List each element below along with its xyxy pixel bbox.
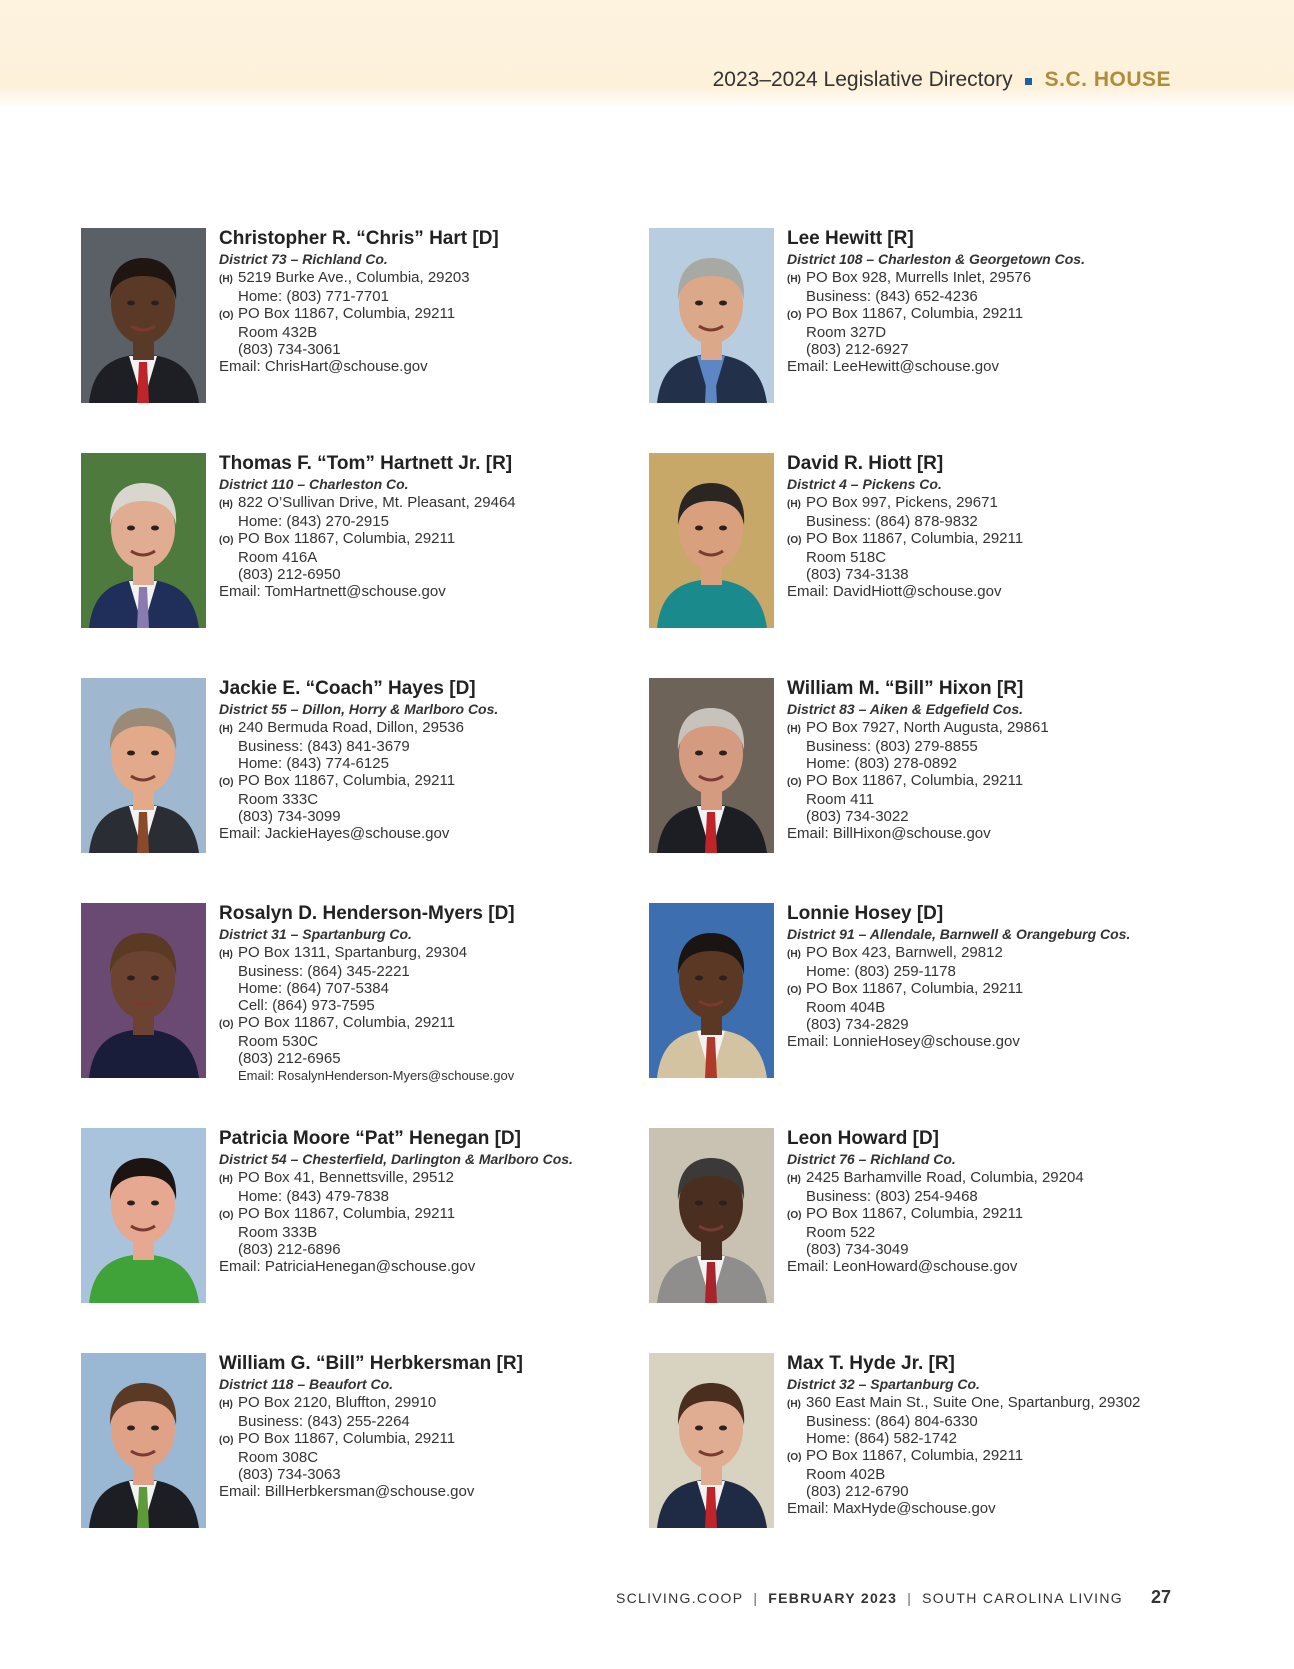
legislator-name: William M. “Bill” Hixon [R] (787, 678, 1024, 699)
address-line (787, 980, 1227, 999)
legislator-entry (649, 453, 1209, 633)
legislator-info (219, 228, 659, 375)
directory-title: 2023–2024 Legislative Directory (712, 68, 1013, 91)
line-text: Room 411 (806, 791, 875, 808)
contact-line (787, 513, 1227, 530)
legislator-name: Patricia Moore “Pat” Henegan [D] (219, 1128, 521, 1149)
legislator-info (219, 678, 659, 842)
email-link[interactable]: Email: DavidHiott@schouse.gov (787, 583, 1002, 600)
legislator-name: Christopher R. “Chris” Hart [D] (219, 228, 499, 249)
portrait-image (81, 903, 206, 1078)
contact-line (219, 341, 659, 358)
contact-line (787, 1241, 1227, 1258)
email-link[interactable]: Email: MaxHyde@schouse.gov (787, 1500, 996, 1517)
line-text: (803) 734-2829 (806, 1016, 909, 1033)
address-line (787, 305, 1227, 324)
address-type-tag: (O) (787, 535, 802, 546)
line-text: Room 333C (238, 791, 319, 808)
email-link[interactable]: Email: LeonHoward@schouse.gov (787, 1258, 1018, 1275)
legislator-district: District 31 – Spartanburg Co. (219, 926, 412, 942)
portrait-image (81, 1128, 206, 1303)
contact-line (219, 566, 659, 583)
line-text: (803) 734-3022 (806, 808, 909, 825)
legislator-photo (81, 903, 206, 1078)
legislator-entry (649, 678, 1209, 858)
legislator-entry (81, 1128, 641, 1308)
line-text: PO Box 423, Barnwell, 29812 (806, 944, 1003, 961)
legislator-entry (649, 228, 1209, 408)
address-type-tag: (O) (219, 1019, 234, 1030)
legislator-info (219, 1128, 659, 1275)
legislator-district: District 32 – Spartanburg Co. (787, 1376, 980, 1392)
legislator-name: Max T. Hyde Jr. [R] (787, 1353, 955, 1374)
address-type-tag: (H) (219, 274, 233, 285)
line-text: Business: (843) 841-3679 (238, 738, 410, 755)
email-link[interactable]: Email: JackieHayes@schouse.gov (219, 825, 450, 842)
portrait-image (649, 1353, 774, 1528)
page-number: 27 (1150, 1587, 1171, 1607)
footer-site[interactable]: SCLIVING.COOP (615, 1590, 744, 1606)
line-text: 360 East Main St., Suite One, Spartanburg, 29302 (806, 1394, 1141, 1411)
contact-line (787, 1016, 1227, 1033)
line-text: (803) 212-6896 (238, 1241, 341, 1258)
legislator-photo (649, 1353, 774, 1528)
line-text: Room 518C (806, 549, 887, 566)
footer-separator: | (753, 1590, 759, 1606)
address-type-tag: (O) (787, 310, 802, 321)
address-line (787, 530, 1227, 549)
address-type-tag: (H) (787, 499, 801, 510)
line-text: PO Box 11867, Columbia, 29211 (238, 1205, 456, 1222)
line-text: (803) 212-6927 (806, 341, 909, 358)
page-footer (616, 1587, 1171, 1608)
email-link[interactable]: Email: RosalynHenderson-Myers@schouse.gov (238, 1068, 515, 1083)
legislator-info (787, 1353, 1227, 1517)
legislator-name: Lonnie Hosey [D] (787, 903, 944, 924)
line-text: Business: (864) 878-9832 (806, 513, 978, 530)
line-text: PO Box 997, Pickens, 29671 (806, 494, 998, 511)
legislator-district: District 54 – Chesterfield, Darlington & Marlboro Cos. (219, 1151, 573, 1167)
line-text: Business: (803) 279-8855 (806, 738, 978, 755)
legislator-entry (649, 1128, 1209, 1308)
address-type-tag: (O) (219, 310, 234, 321)
legislator-info (787, 1128, 1227, 1275)
line-text: PO Box 928, Murrells Inlet, 29576 (806, 269, 1032, 286)
line-text: PO Box 2120, Bluffton, 29910 (238, 1394, 437, 1411)
address-line (219, 269, 659, 288)
legislator-district: District 4 – Pickens Co. (787, 476, 942, 492)
line-text: Business: (843) 652-4236 (806, 288, 978, 305)
legislator-district: District 55 – Dillon, Horry & Marlboro Cos. (219, 701, 499, 717)
address-line (787, 269, 1227, 288)
line-text: PO Box 11867, Columbia, 29211 (238, 1430, 456, 1447)
footer-issue: FEBRUARY 2023 (768, 1590, 898, 1606)
line-text: (803) 734-3099 (238, 808, 341, 825)
email-link[interactable]: Email: LeeHewitt@schouse.gov (787, 358, 999, 375)
legislator-district: District 110 – Charleston Co. (219, 476, 409, 492)
contact-line (787, 1413, 1227, 1430)
portrait-image (81, 678, 206, 853)
address-line (219, 494, 659, 513)
address-line (219, 944, 659, 963)
email-link[interactable]: Email: ChrisHart@schouse.gov (219, 358, 428, 375)
square-bullet-icon (1025, 78, 1032, 85)
contact-line (787, 963, 1227, 980)
address-type-tag: (H) (219, 949, 233, 960)
portrait-image (649, 228, 774, 403)
line-text: (803) 212-6790 (806, 1483, 909, 1500)
portrait-image (649, 903, 774, 1078)
line-text: Room 416A (238, 549, 318, 566)
address-type-tag: (H) (219, 499, 233, 510)
address-line (787, 1447, 1227, 1466)
portrait-image (81, 228, 206, 403)
contact-line (787, 324, 1227, 341)
address-type-tag: (O) (219, 777, 234, 788)
legislator-entry (81, 1353, 641, 1533)
contact-line (219, 1413, 659, 1430)
legislator-info (787, 228, 1227, 375)
line-text: Room 530C (238, 1033, 319, 1050)
legislator-info (219, 453, 659, 600)
line-text: Home: (803) 771-7701 (238, 288, 389, 305)
legislator-photo (649, 1128, 774, 1303)
line-text: 5219 Burke Ave., Columbia, 29203 (238, 269, 470, 286)
line-text: Home: (843) 270-2915 (238, 513, 389, 530)
email-link[interactable]: Email: LonnieHosey@schouse.gov (787, 1033, 1020, 1050)
page-header (713, 68, 1171, 92)
address-line (219, 1430, 659, 1449)
contact-line (219, 1033, 659, 1050)
line-text: (803) 734-3061 (238, 341, 341, 358)
legislator-name: Thomas F. “Tom” Hartnett Jr. [R] (219, 453, 513, 474)
contact-line (787, 288, 1227, 305)
legislator-entry (649, 1353, 1209, 1533)
address-line (787, 719, 1227, 738)
contact-line (787, 566, 1227, 583)
line-text: Home: (843) 774-6125 (238, 755, 389, 772)
legislator-photo (81, 453, 206, 628)
line-text: Business: (843) 255-2264 (238, 1413, 410, 1430)
line-text: PO Box 11867, Columbia, 29211 (238, 1014, 456, 1031)
line-text: (803) 212-6950 (238, 566, 341, 583)
footer-magazine: SOUTH CAROLINA LIVING (922, 1590, 1123, 1606)
address-line (787, 1394, 1227, 1413)
portrait-image (649, 1128, 774, 1303)
contact-line (787, 1430, 1227, 1447)
contact-line (219, 1241, 659, 1258)
legislator-district: District 118 – Beaufort Co. (219, 1376, 394, 1392)
legislator-district: District 83 – Aiken & Edgefield Cos. (787, 701, 1023, 717)
address-line (219, 772, 659, 791)
address-type-tag: (H) (787, 1174, 801, 1185)
address-type-tag: (H) (787, 949, 801, 960)
line-text: 240 Bermuda Road, Dillon, 29536 (238, 719, 464, 736)
contact-line (787, 1224, 1227, 1241)
contact-line (219, 324, 659, 341)
contact-line (219, 1188, 659, 1205)
contact-line (787, 755, 1227, 772)
line-text: Home: (864) 582-1742 (806, 1430, 957, 1447)
address-line (219, 305, 659, 324)
address-type-tag: (H) (219, 1399, 233, 1410)
line-text: (803) 734-3063 (238, 1466, 341, 1483)
address-type-tag: (O) (787, 777, 802, 788)
line-text: Home: (803) 259-1178 (806, 963, 956, 980)
contact-line (787, 999, 1227, 1016)
contact-line (787, 1483, 1227, 1500)
contact-line (787, 808, 1227, 825)
legislator-name: David R. Hiott [R] (787, 453, 944, 474)
legislator-photo (81, 228, 206, 403)
line-text: PO Box 11867, Columbia, 29211 (238, 530, 456, 547)
contact-line (219, 1050, 659, 1067)
line-text: Room 327D (806, 324, 887, 341)
line-text: 822 O’Sullivan Drive, Mt. Pleasant, 29464 (238, 494, 516, 511)
address-type-tag: (O) (219, 1210, 234, 1221)
address-line (787, 1169, 1227, 1188)
line-text: Business: (864) 804-6330 (806, 1413, 978, 1430)
address-line (787, 772, 1227, 791)
legislator-entry (649, 903, 1209, 1083)
address-line (219, 1169, 659, 1188)
line-text: PO Box 11867, Columbia, 29211 (238, 772, 456, 789)
address-type-tag: (O) (787, 1210, 802, 1221)
contact-line (219, 791, 659, 808)
legislator-info (219, 903, 659, 1084)
line-text: PO Box 11867, Columbia, 29211 (806, 772, 1024, 789)
line-text: (803) 734-3049 (806, 1241, 909, 1258)
line-text: PO Box 11867, Columbia, 29211 (806, 1447, 1024, 1464)
line-text: 2425 Barhamville Road, Columbia, 29204 (806, 1169, 1084, 1186)
address-type-tag: (H) (219, 1174, 233, 1185)
address-type-tag: (H) (787, 1399, 801, 1410)
contact-line (219, 288, 659, 305)
portrait-image (81, 453, 206, 628)
address-type-tag: (O) (219, 1435, 234, 1446)
email-link[interactable]: Email: TomHartnett@schouse.gov (219, 583, 446, 600)
legislator-district: District 91 – Allendale, Barnwell & Orangeburg Cos. (787, 926, 1131, 942)
line-text: PO Box 41, Bennettsville, 29512 (238, 1169, 454, 1186)
legislator-photo (649, 678, 774, 853)
line-text: PO Box 11867, Columbia, 29211 (238, 305, 456, 322)
address-line (219, 1205, 659, 1224)
address-type-tag: (O) (787, 1452, 802, 1463)
contact-line (219, 808, 659, 825)
legislator-name: Lee Hewitt [R] (787, 228, 914, 249)
legislator-photo (649, 228, 774, 403)
legislator-info (787, 903, 1227, 1050)
line-text: Room 402B (806, 1466, 886, 1483)
contact-line (219, 963, 659, 980)
address-line (219, 719, 659, 738)
legislator-photo (649, 903, 774, 1078)
contact-line (787, 341, 1227, 358)
contact-line (787, 1466, 1227, 1483)
contact-line (219, 997, 659, 1014)
legislator-entry (81, 228, 641, 408)
legislator-entry (81, 453, 641, 633)
legislator-photo (81, 1353, 206, 1528)
legislator-photo (649, 453, 774, 628)
legislator-name: Jackie E. “Coach” Hayes [D] (219, 678, 476, 699)
contact-line (219, 980, 659, 997)
line-text: Home: (843) 479-7838 (238, 1188, 389, 1205)
line-text: Cell: (864) 973-7595 (238, 997, 375, 1014)
section-label: S.C. HOUSE (1044, 68, 1171, 91)
contact-line (219, 513, 659, 530)
address-type-tag: (O) (787, 985, 802, 996)
address-line (219, 530, 659, 549)
line-text: PO Box 7927, North Augusta, 29861 (806, 719, 1049, 736)
line-text: Room 308C (238, 1449, 319, 1466)
contact-line (219, 755, 659, 772)
contact-line (219, 738, 659, 755)
legislator-info (219, 1353, 659, 1500)
line-text: (803) 212-6965 (238, 1050, 341, 1067)
line-text: Room 404B (806, 999, 886, 1016)
portrait-image (649, 453, 774, 628)
address-line (787, 944, 1227, 963)
legislator-name: Leon Howard [D] (787, 1128, 939, 1149)
line-text: Home: (864) 707-5384 (238, 980, 389, 997)
line-text: PO Box 1311, Spartanburg, 29304 (238, 944, 468, 961)
address-line (219, 1014, 659, 1033)
legislator-entry (81, 903, 641, 1083)
legislator-district: District 108 – Charleston & Georgetown Cos. (787, 251, 1085, 267)
contact-line (787, 1188, 1227, 1205)
contact-line (219, 549, 659, 566)
line-text: PO Box 11867, Columbia, 29211 (806, 980, 1024, 997)
address-type-tag: (O) (219, 535, 234, 546)
line-text: Home: (803) 278-0892 (806, 755, 957, 772)
address-line (787, 1205, 1227, 1224)
legislator-district: District 73 – Richland Co. (219, 251, 388, 267)
line-text: PO Box 11867, Columbia, 29211 (806, 530, 1024, 547)
line-text: PO Box 11867, Columbia, 29211 (806, 305, 1024, 322)
contact-line (219, 1224, 659, 1241)
line-text: Business: (864) 345-2221 (238, 963, 410, 980)
line-text: Business: (803) 254-9468 (806, 1188, 978, 1205)
contact-line (787, 791, 1227, 808)
line-text: Room 522 (806, 1224, 876, 1241)
address-type-tag: (H) (219, 724, 233, 735)
legislator-name: William G. “Bill” Herbkersman [R] (219, 1353, 523, 1374)
email-link[interactable]: Email: BillHerbkersman@schouse.gov (219, 1483, 475, 1500)
legislator-info (787, 453, 1227, 600)
email-link[interactable]: Email: PatriciaHenegan@schouse.gov (219, 1258, 476, 1275)
contact-line (787, 549, 1227, 566)
line-text: (803) 734-3138 (806, 566, 909, 583)
contact-line (219, 1449, 659, 1466)
legislator-entry (81, 678, 641, 858)
portrait-image (649, 678, 774, 853)
address-type-tag: (H) (787, 724, 801, 735)
legislator-district: District 76 – Richland Co. (787, 1151, 956, 1167)
legislator-photo (81, 678, 206, 853)
portrait-image (81, 1353, 206, 1528)
contact-line (787, 738, 1227, 755)
legislator-photo (81, 1128, 206, 1303)
address-line (219, 1394, 659, 1413)
line-text: Room 333B (238, 1224, 318, 1241)
footer-separator: | (907, 1590, 913, 1606)
line-text: PO Box 11867, Columbia, 29211 (806, 1205, 1024, 1222)
address-type-tag: (H) (787, 274, 801, 285)
line-text: Room 432B (238, 324, 318, 341)
address-line (787, 494, 1227, 513)
email-link[interactable]: Email: BillHixon@schouse.gov (787, 825, 991, 842)
contact-line (219, 1466, 659, 1483)
legislator-name: Rosalyn D. Henderson-Myers [D] (219, 903, 515, 924)
legislator-info (787, 678, 1227, 842)
